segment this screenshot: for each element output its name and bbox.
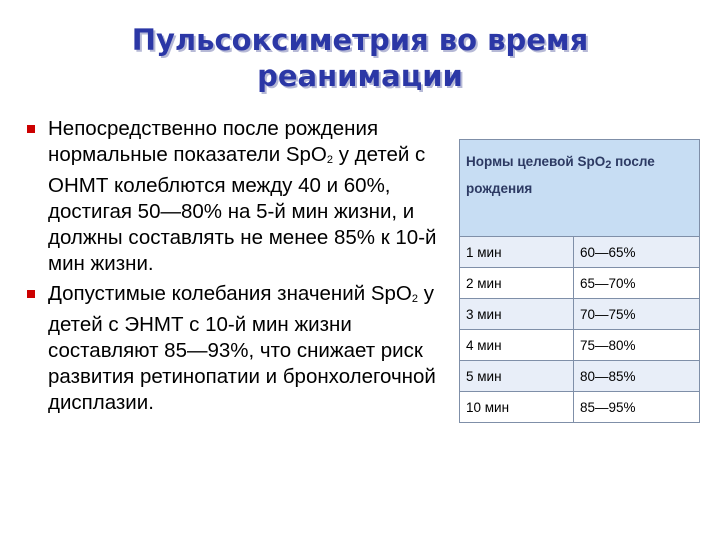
spo2-norms-table — [459, 139, 700, 423]
time-cell: 1 мин — [460, 237, 574, 268]
range-cell: 85—95% — [574, 392, 700, 423]
time-cell: 3 мин — [460, 299, 574, 330]
bullet-item — [24, 281, 444, 416]
bullet-text: Допустимые колебания значений SpO$_2$ у детей с ЭНМТ с 10-й мин жизни составляют 85—93%, что снижает риск развития ретинопатии и бронхолегочной дисплазии. — [48, 282, 436, 414]
range-cell: 80—85% — [574, 361, 700, 392]
square-bullet-icon — [27, 125, 35, 133]
range-cell: 60—65% — [574, 237, 700, 268]
table-row — [460, 268, 700, 299]
slide-title — [0, 22, 720, 94]
time-cell: 10 мин — [460, 392, 574, 423]
bullet-item — [24, 116, 444, 277]
slide-title-line-2: реанимации — [257, 59, 463, 93]
table-row — [460, 361, 700, 392]
table-header-cell: Нормы целевой SpO$_2$ после рождения — [460, 140, 700, 237]
table-header-row — [460, 140, 700, 237]
time-cell: 2 мин — [460, 268, 574, 299]
bullet-list — [24, 116, 444, 420]
time-cell: 4 мин — [460, 330, 574, 361]
range-cell: 75—80% — [574, 330, 700, 361]
bullet-text: Непосредственно после рождения нормальные показатели SpO$_2$ у детей с ОНМТ колеблются между 40 и 60%, достигая 50—80% на 5-й мин жизни, и должны составлять не менее 85% к 10-й мин жизни. — [48, 117, 437, 275]
square-bullet-icon — [27, 290, 35, 298]
range-cell: 65—70% — [574, 268, 700, 299]
slide-title-line-1: Пульсоксиметрия во время — [131, 23, 589, 57]
table-row — [460, 330, 700, 361]
table-row — [460, 299, 700, 330]
range-cell: 70—75% — [574, 299, 700, 330]
time-cell: 5 мин — [460, 361, 574, 392]
table-row — [460, 392, 700, 423]
table-row — [460, 237, 700, 268]
